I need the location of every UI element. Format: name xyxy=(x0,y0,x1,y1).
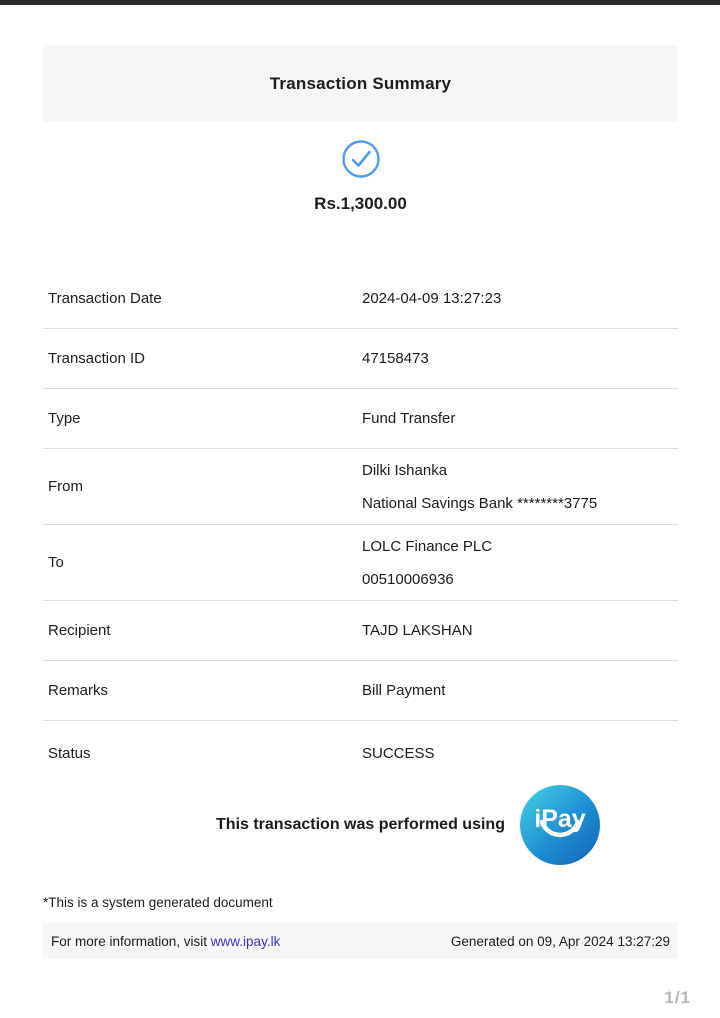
row-value: 00510006936 xyxy=(362,570,454,588)
performed-using-row xyxy=(43,785,678,865)
page-title: Transaction Summary xyxy=(269,73,452,93)
table-row xyxy=(43,269,678,329)
row-label: Transaction ID xyxy=(48,350,145,367)
footer-info-text: For more information, visit xyxy=(51,933,211,949)
details-table xyxy=(43,269,678,785)
table-row xyxy=(43,721,678,785)
footer-bar xyxy=(43,923,678,959)
row-values xyxy=(362,622,678,639)
row-value: Bill Payment xyxy=(362,682,446,699)
row-value: Fund Transfer xyxy=(362,410,456,427)
row-label: To xyxy=(48,554,64,571)
success-check-icon xyxy=(43,139,678,179)
row-value: TAJD LAKSHAN xyxy=(362,622,473,639)
ipay-logo-text: iPay xyxy=(534,805,586,833)
document-content xyxy=(43,45,678,959)
table-row xyxy=(43,329,678,389)
table-row xyxy=(43,601,678,661)
table-row xyxy=(43,661,678,721)
row-value: National Savings Bank ********3775 xyxy=(362,494,598,512)
row-value: SUCCESS xyxy=(362,744,435,762)
row-values xyxy=(362,410,678,427)
table-row xyxy=(43,389,678,449)
page-indicator: 1/1 xyxy=(664,988,691,1007)
row-values xyxy=(362,682,678,699)
system-generated-note: *This is a system generated document xyxy=(43,895,273,910)
row-value: Dilki Ishanka xyxy=(362,461,448,479)
row-values xyxy=(362,745,678,762)
row-label: Transaction Date xyxy=(48,290,162,307)
row-values xyxy=(362,290,678,307)
footer-generated-timestamp: Generated on 09, Apr 2024 13:27:29 xyxy=(450,933,670,949)
row-label: Type xyxy=(48,410,81,427)
performed-using-text: This transaction was performed using xyxy=(216,816,505,833)
row-values xyxy=(362,350,678,367)
row-value: LOLC Finance PLC xyxy=(362,537,493,555)
ipay-link[interactable]: www.ipay.lk xyxy=(210,933,281,949)
row-label: Status xyxy=(48,744,91,762)
table-row xyxy=(43,525,678,601)
row-values xyxy=(362,530,678,596)
table-row xyxy=(43,449,678,525)
row-label: Recipient xyxy=(48,622,111,639)
row-values xyxy=(362,454,678,520)
row-label: Remarks xyxy=(48,682,109,699)
ipay-logo-icon xyxy=(520,785,600,865)
transaction-amount: Rs.1,300.00 xyxy=(314,194,407,213)
top-bar xyxy=(0,0,720,5)
row-label: From xyxy=(48,478,83,495)
row-value: 2024-04-09 13:27:23 xyxy=(362,290,502,307)
footer-info xyxy=(51,934,280,949)
document-header xyxy=(43,45,678,122)
row-value: 47158473 xyxy=(362,350,429,367)
